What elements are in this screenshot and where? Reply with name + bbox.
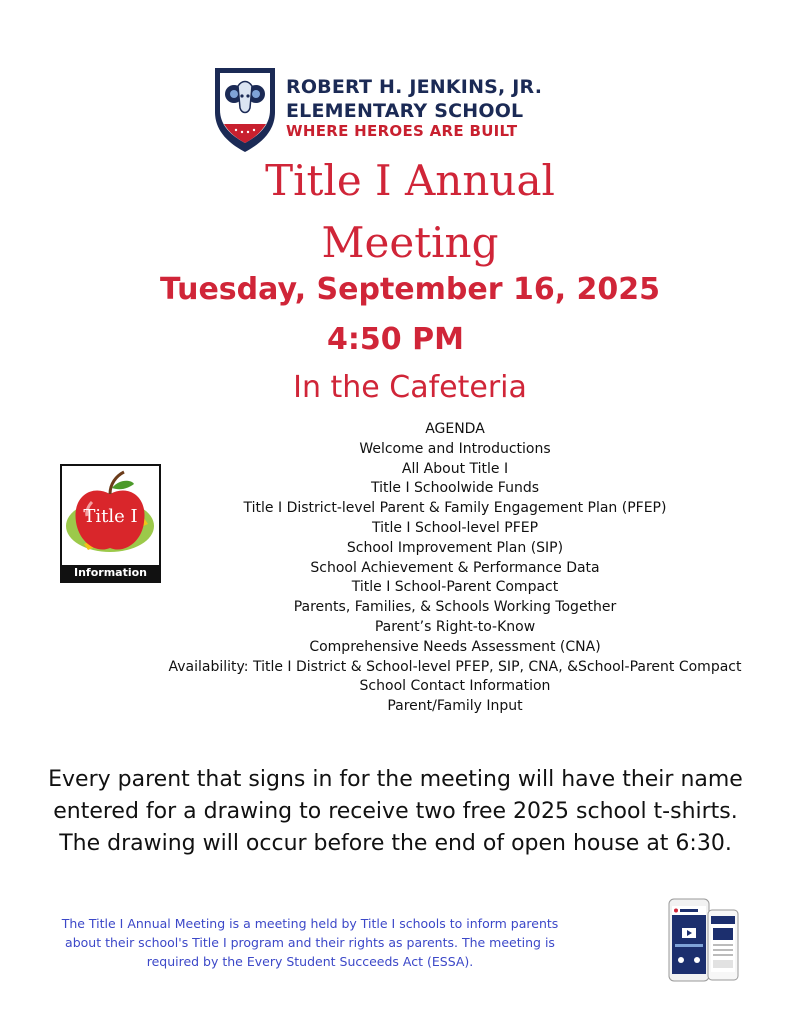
- agenda-item: Parents, Families, & Schools Working Together: [293, 599, 617, 616]
- event-location: In the Cafeteria: [293, 370, 527, 405]
- school-name-line2: ELEMENTARY SCHOOL: [286, 100, 524, 122]
- footnote: [20, 914, 600, 971]
- ram-shield-logo-icon: [212, 64, 278, 154]
- agenda-heading: AGENDA: [425, 421, 485, 437]
- footnote-line: about their school's Title I program and their rights as parents. The meeting is: [65, 935, 555, 950]
- agenda-item: School Achievement & Performance Data: [310, 559, 600, 576]
- event-date: Tuesday, September 16, 2025: [159, 272, 661, 307]
- school-name-line1: ROBERT H. JENKINS, JR.: [286, 76, 543, 98]
- agenda-item: Comprehensive Needs Assessment (CNA): [309, 638, 601, 655]
- agenda-item: Title I District-level Parent & Family Engagement Plan (PFEP): [243, 500, 667, 517]
- raffle-line: entered for a drawing to receive two free 2025 school t-shirts.: [53, 799, 738, 824]
- agenda-list: [60, 420, 791, 717]
- agenda-item: Title I Schoolwide Funds: [370, 480, 539, 497]
- agenda-item: Parent/Family Input: [387, 698, 523, 715]
- agenda-item: Availability: Title I District & School-level PFEP, SIP, CNA, &School-Parent Compact: [168, 658, 742, 675]
- mobile-app-phones-icon: [668, 898, 740, 984]
- footnote-line: required by the Every Student Succeeds Act (ESSA).: [146, 954, 474, 969]
- footnote-line: The Title I Annual Meeting is a meeting held by Title I schools to inform parents: [61, 916, 559, 931]
- badge-label: Information: [62, 565, 159, 581]
- raffle-notice: [10, 764, 781, 860]
- event-time: 4:50 PM: [327, 322, 464, 357]
- agenda-item: Title I School-Parent Compact: [351, 579, 559, 596]
- agenda-item: School Contact Information: [359, 678, 551, 695]
- agenda-item: All About Title I: [401, 460, 509, 477]
- title-i-badge: [60, 464, 161, 583]
- raffle-line: The drawing will occur before the end of open house at 6:30.: [59, 831, 732, 856]
- badge-title: Title I: [83, 506, 138, 527]
- agenda-item: Parent’s Right-to-Know: [374, 618, 536, 635]
- agenda-item: Welcome and Introductions: [359, 440, 551, 457]
- school-tagline: WHERE HEROES ARE BUILT: [286, 122, 518, 140]
- raffle-line: Every parent that signs in for the meeting will have their name: [48, 767, 743, 792]
- event-title-line1: Title I Annual: [265, 156, 555, 205]
- agenda-item: School Improvement Plan (SIP): [346, 539, 564, 556]
- agenda-item: Title I School-level PFEP: [371, 519, 539, 536]
- event-title-line2: Meeting: [321, 218, 499, 267]
